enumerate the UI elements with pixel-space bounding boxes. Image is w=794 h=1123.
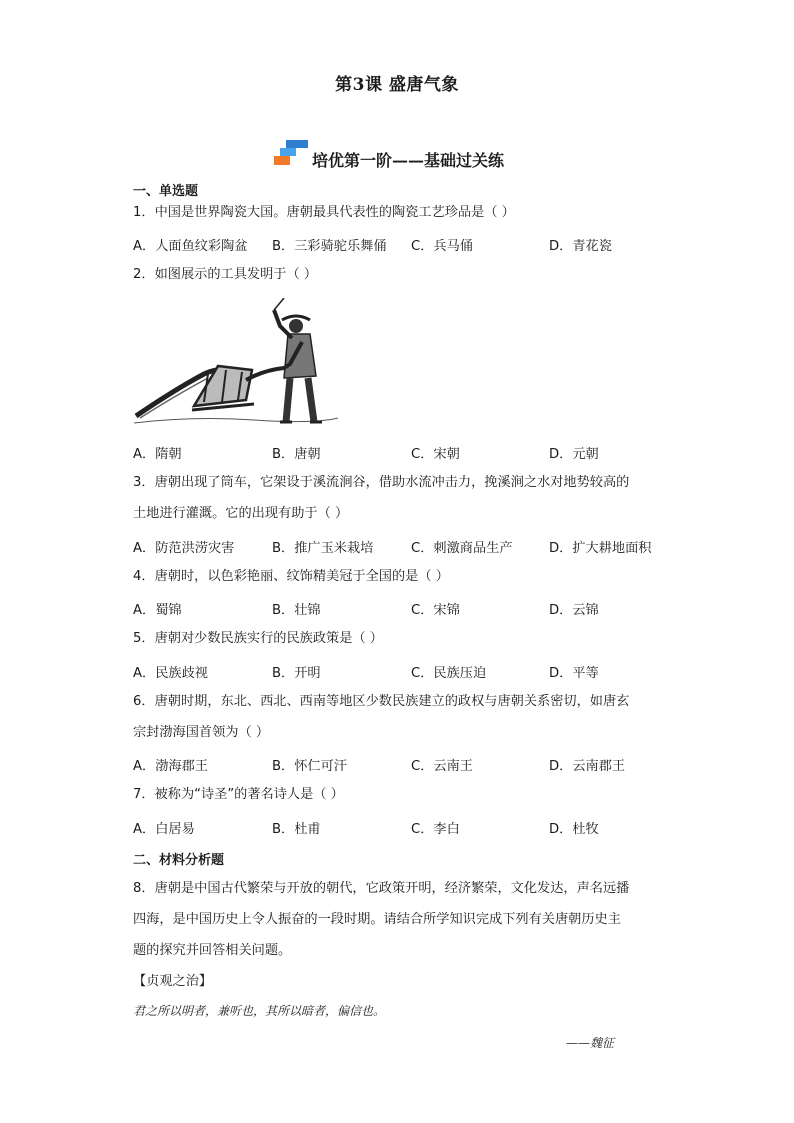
option-c: C．李白 [411,822,460,837]
option-d: D．平等 [549,666,599,681]
option-a: A．渤海郡王 [133,759,208,774]
quote-author: ——魏征 [566,1036,615,1050]
option-c: C．宋锦 [411,603,460,618]
question-8-line-1: 8．唐朝是中国古代繁荣与开放的朝代，它政策开明，经济繁荣，文化发达，声名远播 [133,881,630,896]
option-c: C．宋朝 [411,447,460,462]
lesson-title: 第3课 盛唐气象 [335,75,459,95]
option-b: B．唐朝 [272,447,321,462]
level-heading [274,138,504,168]
question-6 [133,686,663,748]
option-b: B．怀仁可汗 [272,759,347,774]
steps-icon [274,140,308,166]
option-c: C．刺激商品生产 [411,541,513,556]
option-b: B．三彩骑驼乐舞俑 [272,239,387,254]
question-3-line-2: 土地进行灌溉。它的出现有助于（ ） [133,506,349,521]
question-4: 4．唐朝时，以色彩艳丽、纹饰精美冠于全国的是（ ） [133,569,449,584]
subsection-heading: 【贞观之治】 [133,974,213,989]
option-d: D．元朝 [549,447,599,462]
question-2: 2．如图展示的工具发明于（ ） [133,267,318,282]
question-8-line-3: 题的探究并回答相关问题。 [133,943,292,958]
option-a: A．蜀锦 [133,603,182,618]
option-d: D．杜牧 [549,822,599,837]
option-b: B．壮锦 [272,603,321,618]
question-7: 7．被称为“诗圣”的著名诗人是（ ） [133,787,344,802]
option-c: C．民族压迫 [411,666,487,681]
question-6-line-1: 6．唐朝时期，东北、西北、西南等地区少数民族建立的政权与唐朝关系密切，如唐玄 [133,694,630,709]
section-material-analysis: 二、材料分析题 [133,853,225,868]
quote-text: 君之所以明者，兼听也，其所以暗者，偏信也。 [133,1004,386,1018]
option-d: D．青花瓷 [549,239,612,254]
question-6-line-2: 宗封渤海国首领为（ ） [133,725,270,740]
option-d: D．扩大耕地面积 [549,541,652,556]
option-d: D．云锦 [549,603,599,618]
option-b: B．杜甫 [272,822,321,837]
option-a: A．人面鱼纹彩陶盆 [133,239,248,254]
option-a: A．民族歧视 [133,666,208,681]
question-3-line-1: 3．唐朝出现了筒车，它架设于溪流涧谷，借助水流冲击力，挽溪涧之水对地势较高的 [133,475,630,490]
question-8 [133,873,663,966]
plough-illustration [134,298,338,428]
level-title: 培优第一阶——基础过关练 [312,150,505,170]
option-a: A．隋朝 [133,447,182,462]
question-1: 1．中国是世界陶瓷大国。唐朝最具代表性的陶瓷工艺珍品是（ ） [133,205,515,220]
option-c: C．云南王 [411,759,473,774]
option-a: A．防范洪涝灾害 [133,541,235,556]
option-c: C．兵马俑 [411,239,473,254]
question-8-line-2: 四海，是中国历史上令人振奋的一段时期。请结合所学知识完成下列有关唐朝历史主 [133,912,621,927]
option-b: B．开明 [272,666,321,681]
question-5: 5．唐朝对少数民族实行的民族政策是（ ） [133,631,383,646]
option-b: B．推广玉米栽培 [272,541,374,556]
section-single-choice: 一、单选题 [133,184,199,199]
option-d: D．云南郡王 [549,759,626,774]
question-3 [133,467,663,529]
option-a: A．白居易 [133,822,195,837]
